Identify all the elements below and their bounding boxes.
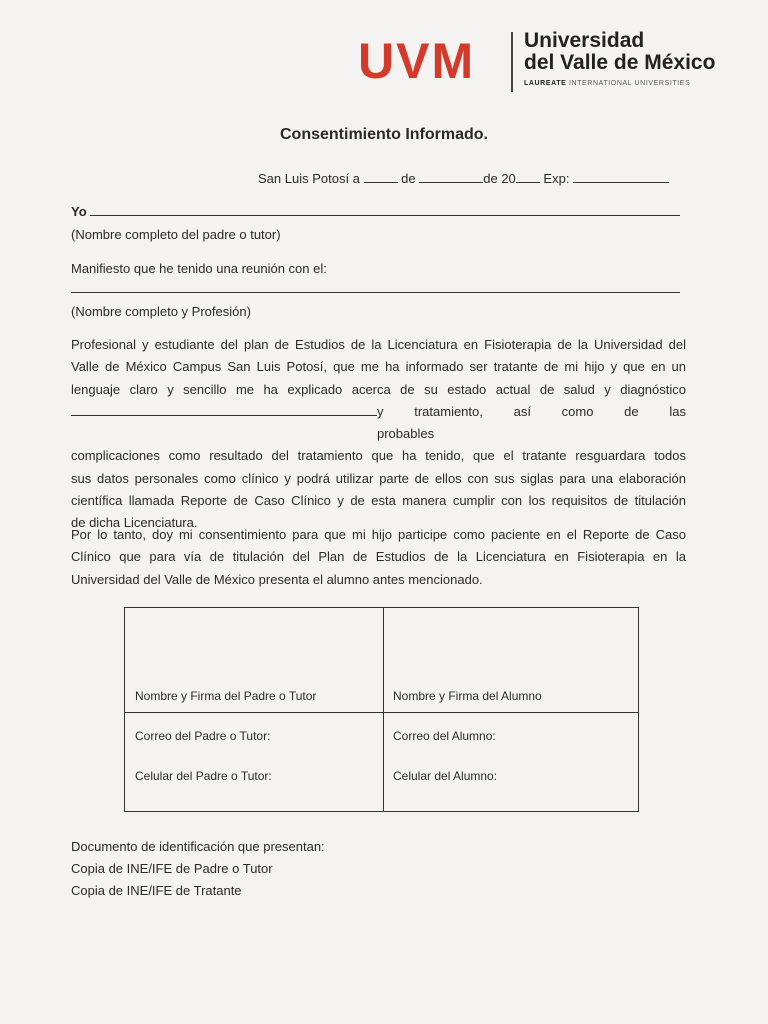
paragraph-2-line: Clínico que para vía de titulación del Plan de Estudios de la Licenciatura en Fisioterapia en la (71, 549, 686, 565)
date-line (258, 170, 669, 187)
documents-heading: Documento de identificación que presentan: (71, 839, 325, 854)
paragraph-2 (71, 524, 686, 591)
paragraph-1-line: lenguaje claro y sencillo me ha explicado acerca de su estado actual de salud y diagnóstico (71, 381, 686, 397)
paragraph-1-line: sus datos personales como clínico y podrá utilizar parte de ellos con sus siglas para una elaboración (71, 470, 686, 486)
student-signature-label: Nombre y Firma del Alumno (393, 689, 542, 703)
table-divider-horizontal (125, 712, 638, 713)
exp-blank[interactable] (573, 170, 669, 183)
parent-email-label: Correo del Padre o Tutor: (135, 729, 271, 743)
laureate-network: INTERNATIONAL UNIVERSITIES (568, 80, 691, 87)
uvm-logo: UVM (358, 33, 476, 89)
paragraph-1-line: científica llamada Reporte de Caso Clínico y de esta manera cumplir con los requisitos de titulación (71, 493, 686, 509)
student-phone-label: Celular del Alumno: (393, 769, 498, 783)
month-label: de (401, 171, 416, 186)
month-blank[interactable] (419, 170, 483, 183)
paragraph-2-line: Por lo tanto, doy mi consentimiento para que mi hijo participe como paciente en el Reporte de Caso (71, 527, 686, 542)
university-name (524, 30, 715, 74)
year-blank[interactable] (516, 170, 540, 183)
paragraph-1-line: complicaciones como resultado del tratamiento que ha tenido, que el tratante resguardara todos (71, 448, 686, 464)
document-title: Consentimiento Informado. (280, 126, 488, 143)
yo-label: Yo (71, 204, 87, 219)
paragraph-1-line: de dicha Licenciatura. (71, 515, 198, 531)
logo-divider (511, 32, 513, 92)
year-label: de 20 (483, 171, 516, 186)
professional-caption: (Nombre completo y Profesión) (71, 304, 251, 319)
paragraph-1-line: Valle de México Campus San Luis Potosí, que me ha informado ser tratante de mi hijo y que en un (71, 359, 686, 375)
paragraph-1-line: y tratamiento, así como de las probables (377, 403, 686, 442)
documents-item: Copia de INE/IFE de Tratante (71, 883, 242, 898)
diagnosis-line (71, 401, 686, 446)
parent-phone-label: Celular del Padre o Tutor: (135, 769, 272, 783)
parent-caption: (Nombre completo del padre o tutor) (71, 227, 281, 242)
diagnosis-blank[interactable] (71, 403, 377, 416)
meeting-text: Manifiesto que he tenido una reunión con el: (71, 261, 327, 276)
parent-name-blank[interactable] (90, 215, 680, 216)
laureate-tagline (524, 80, 690, 87)
professional-name-blank[interactable] (71, 292, 680, 293)
laureate-brand: LAUREATE (524, 80, 567, 87)
table-divider-vertical (383, 608, 384, 811)
paragraph-1-line: Profesional y estudiante del plan de Estudios de la Licenciatura en Fisioterapia de la Universidad del (71, 337, 686, 352)
exp-label: Exp: (543, 171, 570, 186)
student-email-label: Correo del Alumno: (393, 729, 496, 743)
parent-signature-label: Nombre y Firma del Padre o Tutor (135, 689, 317, 703)
documents-item: Copia de INE/IFE de Padre o Tutor (71, 861, 273, 876)
university-name-line2: del Valle de México (524, 51, 716, 74)
signature-table (124, 607, 639, 812)
documents-section (71, 836, 325, 902)
day-blank[interactable] (364, 170, 398, 183)
paragraph-2-line: Universidad del Valle de México presenta el alumno antes mencionado. (71, 571, 483, 587)
university-name-line1: Universidad (524, 29, 645, 52)
paragraph-1 (71, 334, 686, 535)
place-label: San Luis Potosí a (258, 171, 360, 186)
